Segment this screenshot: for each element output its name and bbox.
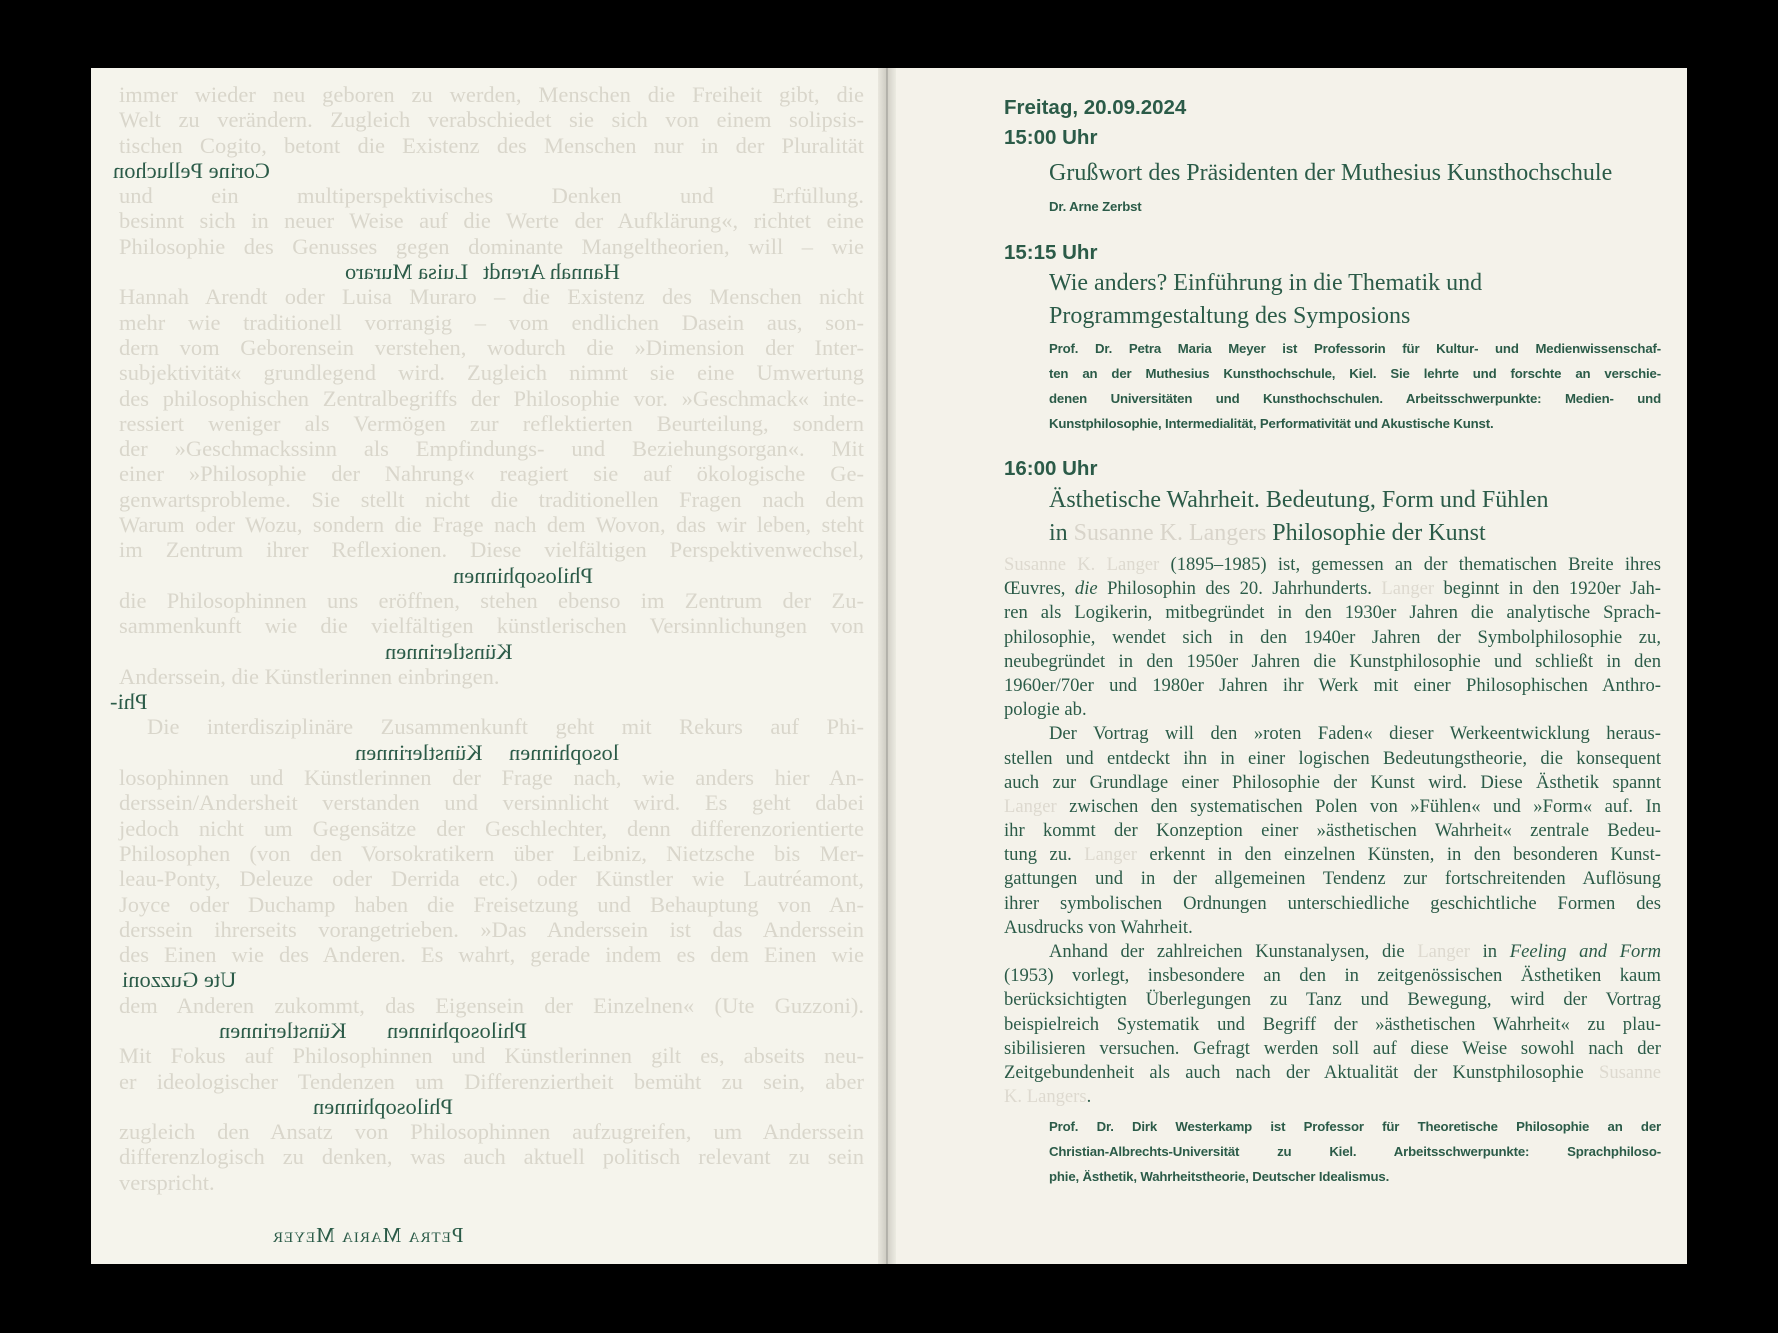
body-line xyxy=(1004,940,1661,964)
show-through-line: des philosophischen Zentralbegriffs der Philosophie vor. »Geschmack« inte- xyxy=(119,385,864,411)
mirrored-word: Künstlerinnen xyxy=(385,638,513,664)
mirrored-word-row xyxy=(119,740,864,765)
mirrored-word: Künstlerinnen xyxy=(355,739,483,765)
faint-name: K. Langers xyxy=(1004,1086,1087,1108)
mirrored-word-row xyxy=(110,689,864,715)
body-text: berücksichtigten Überlegungen zu Tanz und Bewegung, wird der Vortrag xyxy=(1004,989,1661,1011)
body-text: Zeitgebundenheit als auch nach der Aktualität der Kunstphilosophie xyxy=(1004,1061,1600,1083)
show-through-line: Philosophen (von den Vorsokratikern über Leibniz, Nietzsche bis Mer- xyxy=(119,840,864,866)
mirrored-name-guzzoni: Ute Guzzoni xyxy=(122,967,237,993)
show-through-line: genwartsprobleme. Sie stellt nicht die traditionellen Fragen nach dem xyxy=(119,486,864,512)
body-text: Œuvres, xyxy=(1004,578,1075,600)
show-through-line: sammenkunft wie die vielfältigen künstlerischen Versinnlichungen von xyxy=(119,613,864,639)
body-line xyxy=(1004,916,1661,940)
body-line xyxy=(1004,988,1661,1012)
body-text: zwischen den systematischen Polen von »Fühlen« und »Form« auf. In xyxy=(1056,795,1661,817)
show-through-line: einer »Philosophie der Nahrung« reagiert sie auf ökologische Ge- xyxy=(119,461,864,487)
mirrored-word: losophinnen xyxy=(509,739,619,765)
faint-name: Langer xyxy=(1084,844,1137,866)
mirrored-word: Phi- xyxy=(110,689,148,715)
body-text: beispielreich Systematik und Begriff der »ästhetischen Wahrheit« zu plau- xyxy=(1004,1013,1661,1035)
body-line xyxy=(1004,674,1661,698)
show-through-line: tischen Cogito, betont die Existenz des Menschen nur in der Pluralität xyxy=(119,132,864,158)
body-line xyxy=(1004,553,1661,577)
event-title: Programmgestaltung des Symposions xyxy=(1049,303,1411,329)
title-faint-name: Susanne K. Langers xyxy=(1073,520,1267,546)
body-text: stellen und entdeckt ihn in einer logischen Bedeutungstheorie, die konsequent xyxy=(1004,747,1661,769)
mirrored-word-row xyxy=(113,157,864,183)
event-title: Grußwort des Präsidenten der Muthesius Kunsthochschule xyxy=(1049,160,1613,186)
mirrored-word: Philosophinnen xyxy=(387,1017,528,1043)
bio-line: denen Universitäten und Kunsthochschulen. Arbeitsschwerpunkte: Medien- und xyxy=(1049,391,1661,406)
body-text: (1895–1985) ist, gemessen an der thematischen Breite ihres xyxy=(1159,554,1662,575)
mirrored-word-row xyxy=(119,563,864,588)
mirrored-name-pelluchon: Corine Pelluchon xyxy=(113,157,270,183)
body-line xyxy=(1004,964,1661,988)
show-through-line: immer wieder neu geboren zu werden, Menschen die Freiheit gibt, die xyxy=(119,82,864,107)
faint-name: Susanne xyxy=(1599,1061,1661,1083)
body-line xyxy=(1004,771,1661,795)
body-text: tung zu. xyxy=(1004,844,1085,866)
mirrored-word: Philosophinnen xyxy=(313,1093,454,1119)
show-through-line: Hannah Arendt oder Luisa Muraro – die Existenz des Menschen nicht xyxy=(119,284,864,310)
body-line xyxy=(1004,795,1661,819)
show-through-line: dern vom Geborensein verstehen, wodurch die »Dimension der Inter- xyxy=(119,334,864,360)
event-title: Wie anders? Einführung in die Thematik und xyxy=(1049,270,1483,296)
show-through-line: verspricht. xyxy=(119,1169,215,1195)
show-through-line: subjektivität« grundlegend wird. Zugleich nimmt sie eine Umwertung xyxy=(119,360,864,386)
faint-name: Langer xyxy=(1417,941,1470,962)
body-text: (1953) vorlegt, insbesondere an den in zeitgenössischen Ästhetiken kaum xyxy=(1004,965,1661,987)
show-through-line: die Philosophinnen uns eröffnen, stehen ebenso im Zentrum der Zu- xyxy=(119,587,864,613)
body-text: gattungen und in der allgemeinen Tendenz zur fortschreitenden Auflösung xyxy=(1004,868,1661,890)
body-text: ihr kommt der Konzeption einer »ästhetischen Wahrheit« zentrale Bedeu- xyxy=(1004,820,1661,842)
mirrored-author-name: Petra Maria Meyer xyxy=(272,1223,464,1247)
mirrored-word-row xyxy=(119,1094,864,1119)
show-through-line: jedoch nicht um Gegensätze der Geschlechter, denn differenzorientierte xyxy=(119,815,864,841)
show-through-line: leau-Ponty, Deleuze oder Derrida etc.) oder Künstler wie Lautréamont, xyxy=(119,866,864,892)
body-line xyxy=(1004,626,1661,650)
mirrored-word-row xyxy=(119,259,864,284)
program-date: Freitag, 20.09.2024 xyxy=(1004,96,1187,119)
book-spine xyxy=(878,68,896,1264)
body-line xyxy=(1004,601,1661,625)
body-line xyxy=(1004,650,1661,674)
event-title: Ästhetische Wahrheit. Bedeutung, Form und Fühlen xyxy=(1049,487,1549,513)
show-through-line: Die interdisziplinäre Zusammenkunft geht mit Rekurs auf Phi- xyxy=(147,714,864,740)
faint-name: Langer xyxy=(1004,795,1057,817)
show-through-line: ressiert weniger als Vermögen zur reflektierten Beurteilung, sondern xyxy=(119,410,864,436)
body-text: philosophie, wendet sich in den 1940er Jahren der Symbolphilosophie zu, xyxy=(1004,626,1661,648)
body-text: beginnt in den 1920er Jah- xyxy=(1434,578,1661,600)
body-text: Philosophin des 20. Jahrhunderts. xyxy=(1097,578,1382,600)
event-description xyxy=(1004,553,1661,1109)
mirrored-name-arendt: Hannah Arendt xyxy=(483,259,620,285)
show-through-line: derssein ihrerseits vorangetrieben. »Das Anderssein ist das Anderssein xyxy=(119,916,864,942)
body-text: 1960er/70er und 1980er Jahren ihr Werk mit einer Philosophischen Anthro- xyxy=(1004,674,1661,696)
body-text: ren als Logikerin, mitbegründet in den 1930er Jahren die analytische Sprach- xyxy=(1004,602,1661,624)
body-line xyxy=(1004,1085,1661,1109)
body-line xyxy=(1004,819,1661,843)
bio-line: Prof. Dr. Petra Maria Meyer ist Professorin für Kultur- und Medienwissenschaf- xyxy=(1049,341,1661,356)
show-through-text xyxy=(110,82,864,1195)
show-through-line: dem Anderen zukommt, das Eigensein der Einzelnen« (Ute Guzzoni). xyxy=(119,992,864,1018)
italic-text: Feeling and Form xyxy=(1509,941,1662,962)
show-through-line: und ein multiperspektivisches Denken und Erfüllung. xyxy=(119,183,864,209)
speaker-bio xyxy=(1049,336,1661,436)
body-text: auch zur Grundlage einer Philosophie der Kunst wird. Diese Ästhetik spannt xyxy=(1004,771,1661,793)
show-through-line: er ideologischer Tendenzen um Differenziertheit bemüht zu sein, aber xyxy=(119,1068,864,1094)
bio-line: Kunstphilosophie, Intermedialität, Performativität und Akustische Kunst. xyxy=(1049,416,1494,431)
show-through-line: mehr wie traditionell vorrangig – vom endlichen Dasein aus, son- xyxy=(119,309,864,335)
body-text: in xyxy=(1469,941,1510,962)
speaker-bio xyxy=(1049,1114,1661,1189)
mirrored-name-muraro: Luisa Muraro xyxy=(345,259,469,285)
show-through-line: differenzlogisch zu denken, was auch aktuell politisch relevant zu sein xyxy=(119,1144,864,1170)
bio-line: phie, Ästhetik, Wahrheitstheorie, Deutscher Idealismus. xyxy=(1049,1169,1390,1184)
bio-line: Christian-Albrechts-Universität zu Kiel. Arbeitsschwerpunkte: Sprachphiloso- xyxy=(1049,1144,1661,1159)
show-through-line: im Zentrum ihrer Reflexionen. Diese vielfältigen Perspektivenwechsel, xyxy=(119,537,864,563)
body-line xyxy=(1004,843,1661,867)
speaker-name: Dr. Arne Zerbst xyxy=(1049,199,1142,214)
show-through-line: Welt zu verändern. Zugleich verabschiedet sie sich von einem solipsis- xyxy=(119,107,864,133)
body-text: ihrer symbolischen Ordnungen unterschiedliche geschichtliche Formen des xyxy=(1004,892,1661,914)
body-text: sibilisieren versuchen. Gefragt werden soll auf diese Weise sowohl nach der xyxy=(1004,1037,1661,1059)
bio-line: Prof. Dr. Dirk Westerkamp ist Professor für Theoretische Philosophie an der xyxy=(1049,1119,1661,1134)
body-text: pologie ab. xyxy=(1004,699,1087,721)
body-line xyxy=(1004,722,1661,746)
show-through-line: Warum oder Wozu, sondern die Frage nach dem Wovon, das wir leben, steht xyxy=(119,512,864,538)
show-through-line: losophinnen und Künstlerinnen der Frage nach, wie anders hier An- xyxy=(119,765,864,791)
mirrored-word-row xyxy=(119,1018,864,1043)
body-line xyxy=(1004,867,1661,891)
body-text: . xyxy=(1086,1086,1092,1108)
body-text: Der Vortrag will den »roten Faden« dieser Werkeentwicklung heraus- xyxy=(1049,723,1661,745)
body-text: Anhand der zahlreichen Kunstanalysen, die xyxy=(1049,941,1418,962)
show-through-line: derssein/Andersheit verstanden und versinnlicht wird. Es geht dabei xyxy=(119,790,864,816)
event-speaker xyxy=(1049,194,1661,219)
show-through-line: besinnt sich in neuer Weise auf die Werte der Aufklärung«, richtet eine xyxy=(119,208,864,234)
body-line xyxy=(1004,1037,1661,1061)
body-line xyxy=(1004,698,1661,722)
mirrored-word-row xyxy=(119,639,864,664)
show-through-line: Anderssein, die Künstlerinnen einbringen. xyxy=(119,663,500,689)
body-text: Ausdrucks von Wahrheit. xyxy=(1004,916,1193,938)
show-through-line: Philosophie des Genusses gegen dominante Mangeltheorien, will – wie xyxy=(119,233,864,259)
event-title-line xyxy=(1049,520,1486,547)
faint-name: Susanne K. Langer xyxy=(1004,554,1160,575)
mirrored-word: Philosophinnen xyxy=(453,562,594,588)
show-through-line: der »Geschmackssinn als Empfindungs- und Beziehungsorgan«. Mit xyxy=(119,436,864,462)
show-through-line: Mit Fokus auf Philosophinnen und Künstlerinnen gilt es, abseits neu- xyxy=(119,1043,864,1069)
title-word: in xyxy=(1049,520,1068,546)
italic-text: die xyxy=(1074,578,1098,600)
event-time: 15:15 Uhr xyxy=(1004,241,1098,264)
body-text: erkennt in den einzelnen Künsten, in den besonderen Kunst- xyxy=(1136,844,1661,866)
event-time: 16:00 Uhr xyxy=(1004,457,1098,480)
bio-line: ten an der Muthesius Kunsthochschule, Kiel. Sie lehrte und forschte an verschie- xyxy=(1049,366,1661,381)
faint-name: Langer xyxy=(1381,578,1435,600)
show-through-line: Joyce oder Duchamp haben die Freisetzung und Behauptung von An- xyxy=(119,891,864,917)
body-line xyxy=(1004,577,1661,601)
body-line xyxy=(1004,1013,1661,1037)
show-through-line: des Einen wie des Anderen. Es wahrt, gerade indem es dem Einen wie xyxy=(119,942,864,968)
show-through-line: zugleich den Ansatz von Philosophinnen aufzugreifen, um Anderssein xyxy=(119,1119,864,1145)
mirrored-word-row xyxy=(119,967,864,992)
body-line xyxy=(1004,892,1661,916)
body-line xyxy=(1004,1061,1661,1085)
body-line xyxy=(1004,747,1661,771)
title-word: Philosophie der Kunst xyxy=(1272,520,1486,546)
event-time: 15:00 Uhr xyxy=(1004,126,1098,149)
body-text: neubegründet in den 1950er Jahren die Kunstphilosophie und schließt in den xyxy=(1004,650,1661,672)
mirrored-word: Künstlerinnen xyxy=(219,1017,347,1043)
